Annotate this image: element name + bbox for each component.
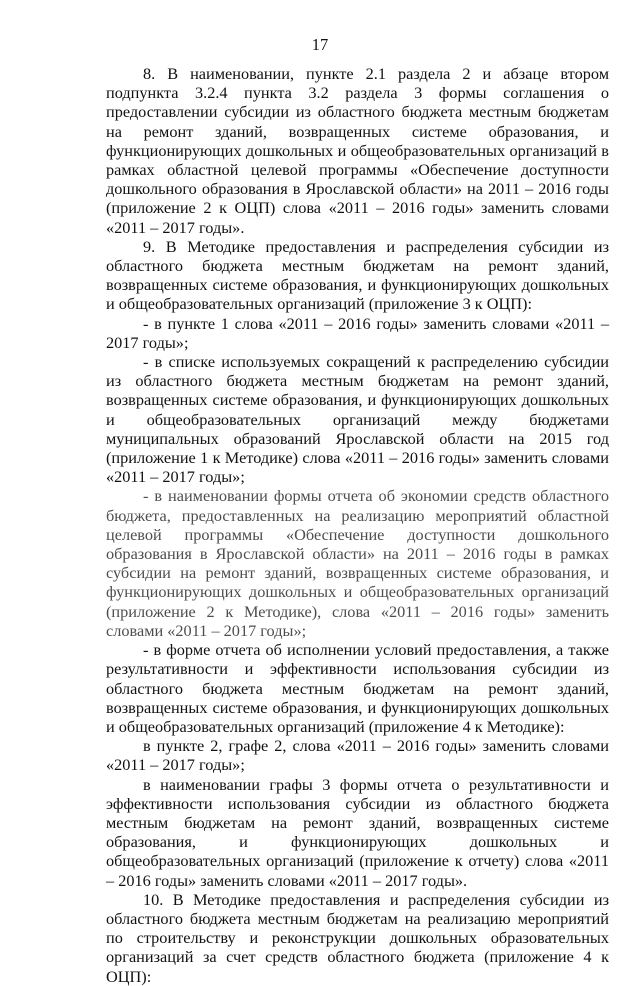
subitem-savings-report-form: - в наименовании формы отчета об экономии средств областного бюджета, предоставленных на реализацию мероприятий областной целевой программы «Обеспечение доступности дошкольного образования в Ярославской области» на 2011 – 2016 годы в рамках субсидии на ремонт зданий, возвращенных системе образования, и функционирующих дошкольных и общеобразовательных организаций (приложение 2 к Методике), слова «2011 – 2016 годы» заменить словами «2011 – 2017 годы»; [106, 486, 609, 640]
subitem-abbreviations-list: - в списке используемых сокращений к распределению субсидии из областного бюджета местным бюджетам на ремонт зданий, возвращенных системе образования, и функционирующих дошкольных и общеобразовательных организаций между бюджетами муниципальных образований Ярославской области на 2015 год (приложение 1 к Методике) слова «2011 – 2016 годы» заменить словами «2011 – 2017 годы»; [106, 352, 609, 487]
paragraph-item-10: 10. В Методике предоставления и распределения субсидии из областного бюджета местным бюджетам на реализацию мероприятий по строительству и реконструкции дошкольных образовательных организаций за счет средств областного бюджета (приложение 4 к ОЦП): [106, 889, 609, 986]
document-body [106, 64, 609, 986]
subitem-point-2-column-2: в пункте 2, графе 2, слова «2011 – 2016 годы» заменить словами «2011 – 2017 годы»; [106, 736, 609, 775]
paragraph-item-8: 8. В наименовании, пункте 2.1 раздела 2 и абзаце втором подпункта 3.2.4 пункта 3.2 раздела 3 формы соглашения о предоставлении субсидии из областного бюджета местным бюджетам на ремонт зданий, возвращенных системе образования, и функционирующих дошкольных и общеобразовательных организаций в рамках областной целевой программы «Обеспечение доступности дошкольного образования в Ярославской области» на 2011 – 2016 годы (приложение 2 к ОЦП) слова «2011 – 2016 годы» заменить словами «2011 – 2017 годы». [106, 64, 609, 237]
page-number: 17 [311, 35, 329, 54]
subitem-point-1: - в пункте 1 слова «2011 – 2016 годы» заменить словами «2011 – 2017 годы»; [106, 313, 609, 352]
subitem-column-3-heading: в наименовании графы 3 формы отчета о результативности и эффективности использования субсидии из областного бюджета местным бюджетам на ремонт зданий, возвращенных системе образования, и функционирующих дошкольных и общеобразовательных организаций (приложение к отчету) слова «2011 – 2016 годы» заменить словами «2011 – 2017 годы». [106, 774, 609, 890]
subitem-performance-report-form: - в форме отчета об исполнении условий предоставления, а также результативности и эффективности использования субсидии из областного бюджета местным бюджетам на ремонт зданий, возвращенных системе образования, и функционирующих дошкольных и общеобразовательных организаций (приложение 4 к Методике): [106, 640, 609, 736]
paragraph-item-9: 9. В Методике предоставления и распределения субсидии из областного бюджета местным бюджетам на ремонт зданий, возвращенных системе образования, и функционирующих дошкольных и общеобразовательных организаций (приложение 3 к ОЦП): [106, 236, 609, 314]
